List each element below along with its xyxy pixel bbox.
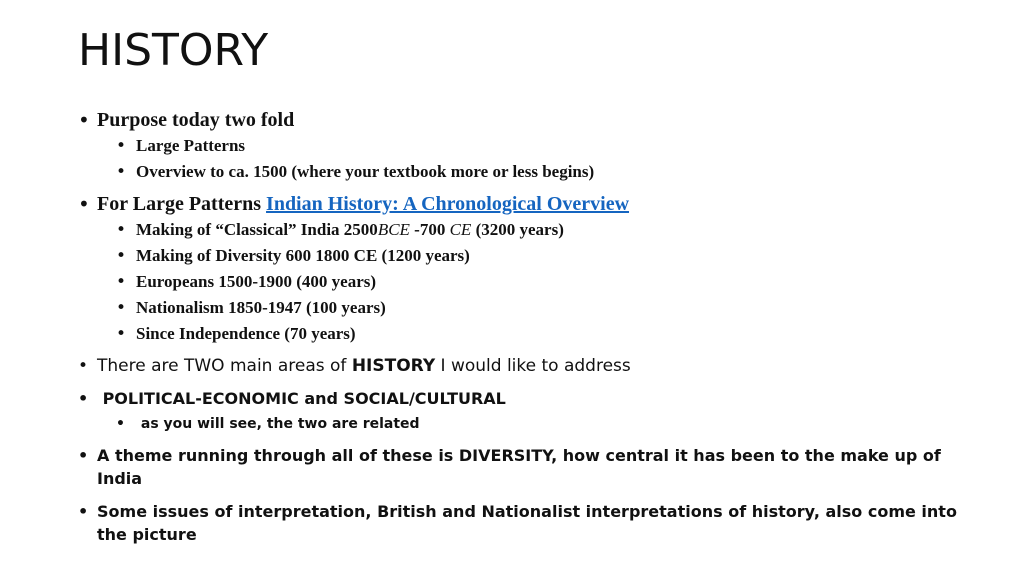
- bullet-marker: •: [116, 298, 127, 318]
- slide-title: HISTORY: [78, 25, 269, 76]
- bullet-marker: •: [78, 389, 89, 408]
- sub-bullet-text: Europeans 1500-1900 (400 years): [136, 272, 377, 291]
- sub-bullet-independence: [116, 321, 958, 347]
- bullet-text: [97, 353, 958, 379]
- slide-content: [78, 107, 958, 546]
- bullet-marker: •: [116, 416, 125, 432]
- bullet-marker: •: [116, 136, 127, 156]
- bullet-marker: •: [78, 192, 90, 216]
- bullet-marker: •: [116, 272, 127, 292]
- bullet-text: POLITICAL-ECONOMIC and SOCIAL/CULTURAL: [97, 389, 506, 408]
- bullet-text: [97, 191, 958, 217]
- sub-bullet-europeans: [116, 269, 958, 295]
- bullet-marker: •: [116, 162, 127, 182]
- bullet-text: A theme running through all of these is DIVERSITY, how central it has been to the make up of India: [97, 446, 941, 488]
- ce-label: CE: [449, 220, 472, 239]
- classical-text-c: (3200 years): [471, 220, 564, 239]
- sub-bullet-large-patterns: [116, 133, 958, 159]
- bullet-marker: •: [78, 356, 89, 376]
- bullet-marker: •: [78, 502, 89, 521]
- bullet-marker: •: [116, 324, 127, 344]
- sub-bullet-text: Overview to ca. 1500 (where your textbook more or less begins): [136, 162, 595, 181]
- sub-bullet-text: Since Independence (70 years): [136, 324, 356, 343]
- bullet-interpretation: [78, 500, 958, 546]
- bullet-text: Purpose today two fold: [97, 109, 295, 131]
- classical-text-b: -700: [409, 220, 450, 239]
- sub-bullet-nationalism: [116, 295, 958, 321]
- sub-bullet-text: as you will see, the two are related: [136, 416, 420, 432]
- bullet-marker: •: [78, 108, 90, 132]
- bullet-diversity-theme: [78, 444, 958, 490]
- bullet-marker: •: [116, 220, 127, 240]
- bullet-text: Some issues of interpretation, British and Nationalist interpretations of history, also come into the picture: [97, 502, 957, 544]
- sub-bullet-text: Making of Diversity 600 1800 CE (1200 years): [136, 246, 470, 265]
- bullet-two-areas: [78, 353, 958, 379]
- two-areas-text-b: I would like to address: [435, 356, 631, 376]
- bullet-marker: •: [78, 446, 89, 465]
- bullet-purpose: [78, 107, 958, 133]
- bullet-large-patterns: [78, 191, 958, 217]
- sub-bullet-classical: [116, 217, 958, 243]
- sub-bullet-text: Large Patterns: [136, 136, 246, 155]
- classical-text-a: Making of “Classical” India 2500: [136, 220, 378, 239]
- chronology-link[interactable]: Indian History: A Chronological Overview: [266, 193, 630, 215]
- bullet-political-economic: [78, 386, 958, 412]
- sub-bullet-text: Nationalism 1850-1947 (100 years): [136, 298, 386, 317]
- history-bold: HISTORY: [351, 356, 436, 376]
- bullet-prefix: For Large Patterns: [97, 193, 267, 215]
- bce-label: BCE: [377, 220, 410, 239]
- bullet-marker: •: [116, 246, 127, 266]
- sub-bullet-diversity: [116, 243, 958, 269]
- sub-bullet-related: [116, 412, 958, 436]
- two-areas-text-a: There are TWO main areas of: [97, 356, 352, 376]
- sub-bullet-overview: [116, 159, 958, 185]
- sub-bullet-text: [136, 217, 958, 243]
